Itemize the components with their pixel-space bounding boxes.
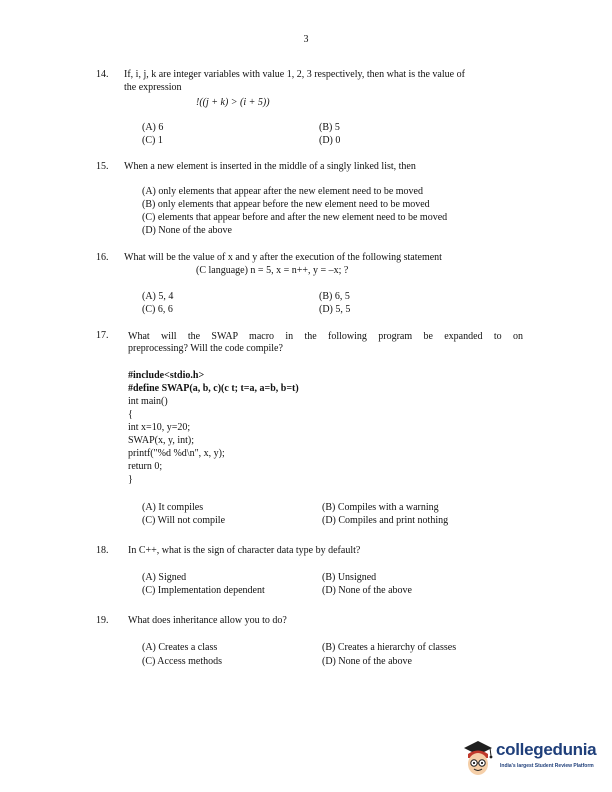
option-c: (C) elements that appear before and after the new element need to be moved [142,212,448,223]
logo-tagline: India's largest Student Review Platform [500,763,594,769]
option-a: (A) 6 [142,122,164,133]
option-c: (C) Will not compile [142,515,226,526]
option-c: (C) Implementation dependent [142,585,265,596]
question-text: If, i, j, k are integer variables with value 1, 2, 3 respectively, then what is the value of [124,69,465,80]
question-number: 19. [96,615,109,626]
option-b: (B) Unsigned [322,572,377,583]
code-line: int main() [128,396,168,407]
question-text: preprocessing? Will the code compile? [128,343,283,354]
question-text: What will be the value of x and y after the execution of the following statement [124,252,442,263]
question-number: 16. [96,252,109,263]
option-b: (B) only elements that appear before the new element need to be moved [142,199,430,210]
option-d: (D) 0 [319,135,341,146]
question-expression: !((j + k) > (i + 5)) [196,97,270,108]
option-a: (A) Creates a class [142,642,218,653]
option-d: (D) Compiles and print nothing [322,515,449,526]
question-text: In C++, what is the sign of character data type by default? [128,545,361,556]
option-b: (B) Creates a hierarchy of classes [322,642,457,653]
code-line: #include<stdio.h> [128,370,205,381]
option-b: (B) 6, 5 [319,291,350,302]
logo-wordmark: collegedunia [496,740,597,759]
question-number: 15. [96,161,109,172]
option-a: (A) It compiles [142,502,204,513]
code-line: #define SWAP(a, b, c)(c t; t=a, a=b, b=t) [128,383,299,394]
question-number: 14. [96,69,109,80]
option-d: (D) None of the above [322,585,412,596]
option-c: (C) Access methods [142,656,222,667]
option-a: (A) only elements that appear after the new element need to be moved [142,186,423,197]
code-line: SWAP(x, y, int); [128,435,195,446]
option-a: (A) 5, 4 [142,291,174,302]
question-text: the expression [124,82,182,93]
collegedunia-logo [460,738,608,782]
code-line: return 0; [128,461,163,472]
option-d: (D) None of the above [322,656,412,667]
page-number: 3 [303,34,309,45]
option-d: (D) 5, 5 [319,304,351,315]
code-block [128,369,299,486]
question-number: 18. [96,545,109,556]
option-c: (C) 6, 6 [142,304,173,315]
option-b: (B) 5 [319,122,340,133]
question-text: What will the SWAP macro in the following program be expanded to on [128,331,523,342]
student-mascot-icon [460,738,496,782]
question-text: When a new element is inserted in the middle of a singly linked list, then [124,161,416,172]
code-line: int x=10, y=20; [128,422,191,433]
code-line: { [128,409,133,420]
option-c: (C) 1 [142,135,163,146]
question-number: 17. [96,330,109,341]
code-line: printf("%d %d\n", x, y); [128,448,225,459]
question-text: What does inheritance allow you to do? [128,615,287,626]
option-a: (A) Signed [142,572,187,583]
question-text: (C language) n = 5, x = n++, y = –x; ? [196,265,349,276]
option-b: (B) Compiles with a warning [322,502,439,513]
code-line: } [128,474,133,485]
option-d: (D) None of the above [142,225,232,236]
